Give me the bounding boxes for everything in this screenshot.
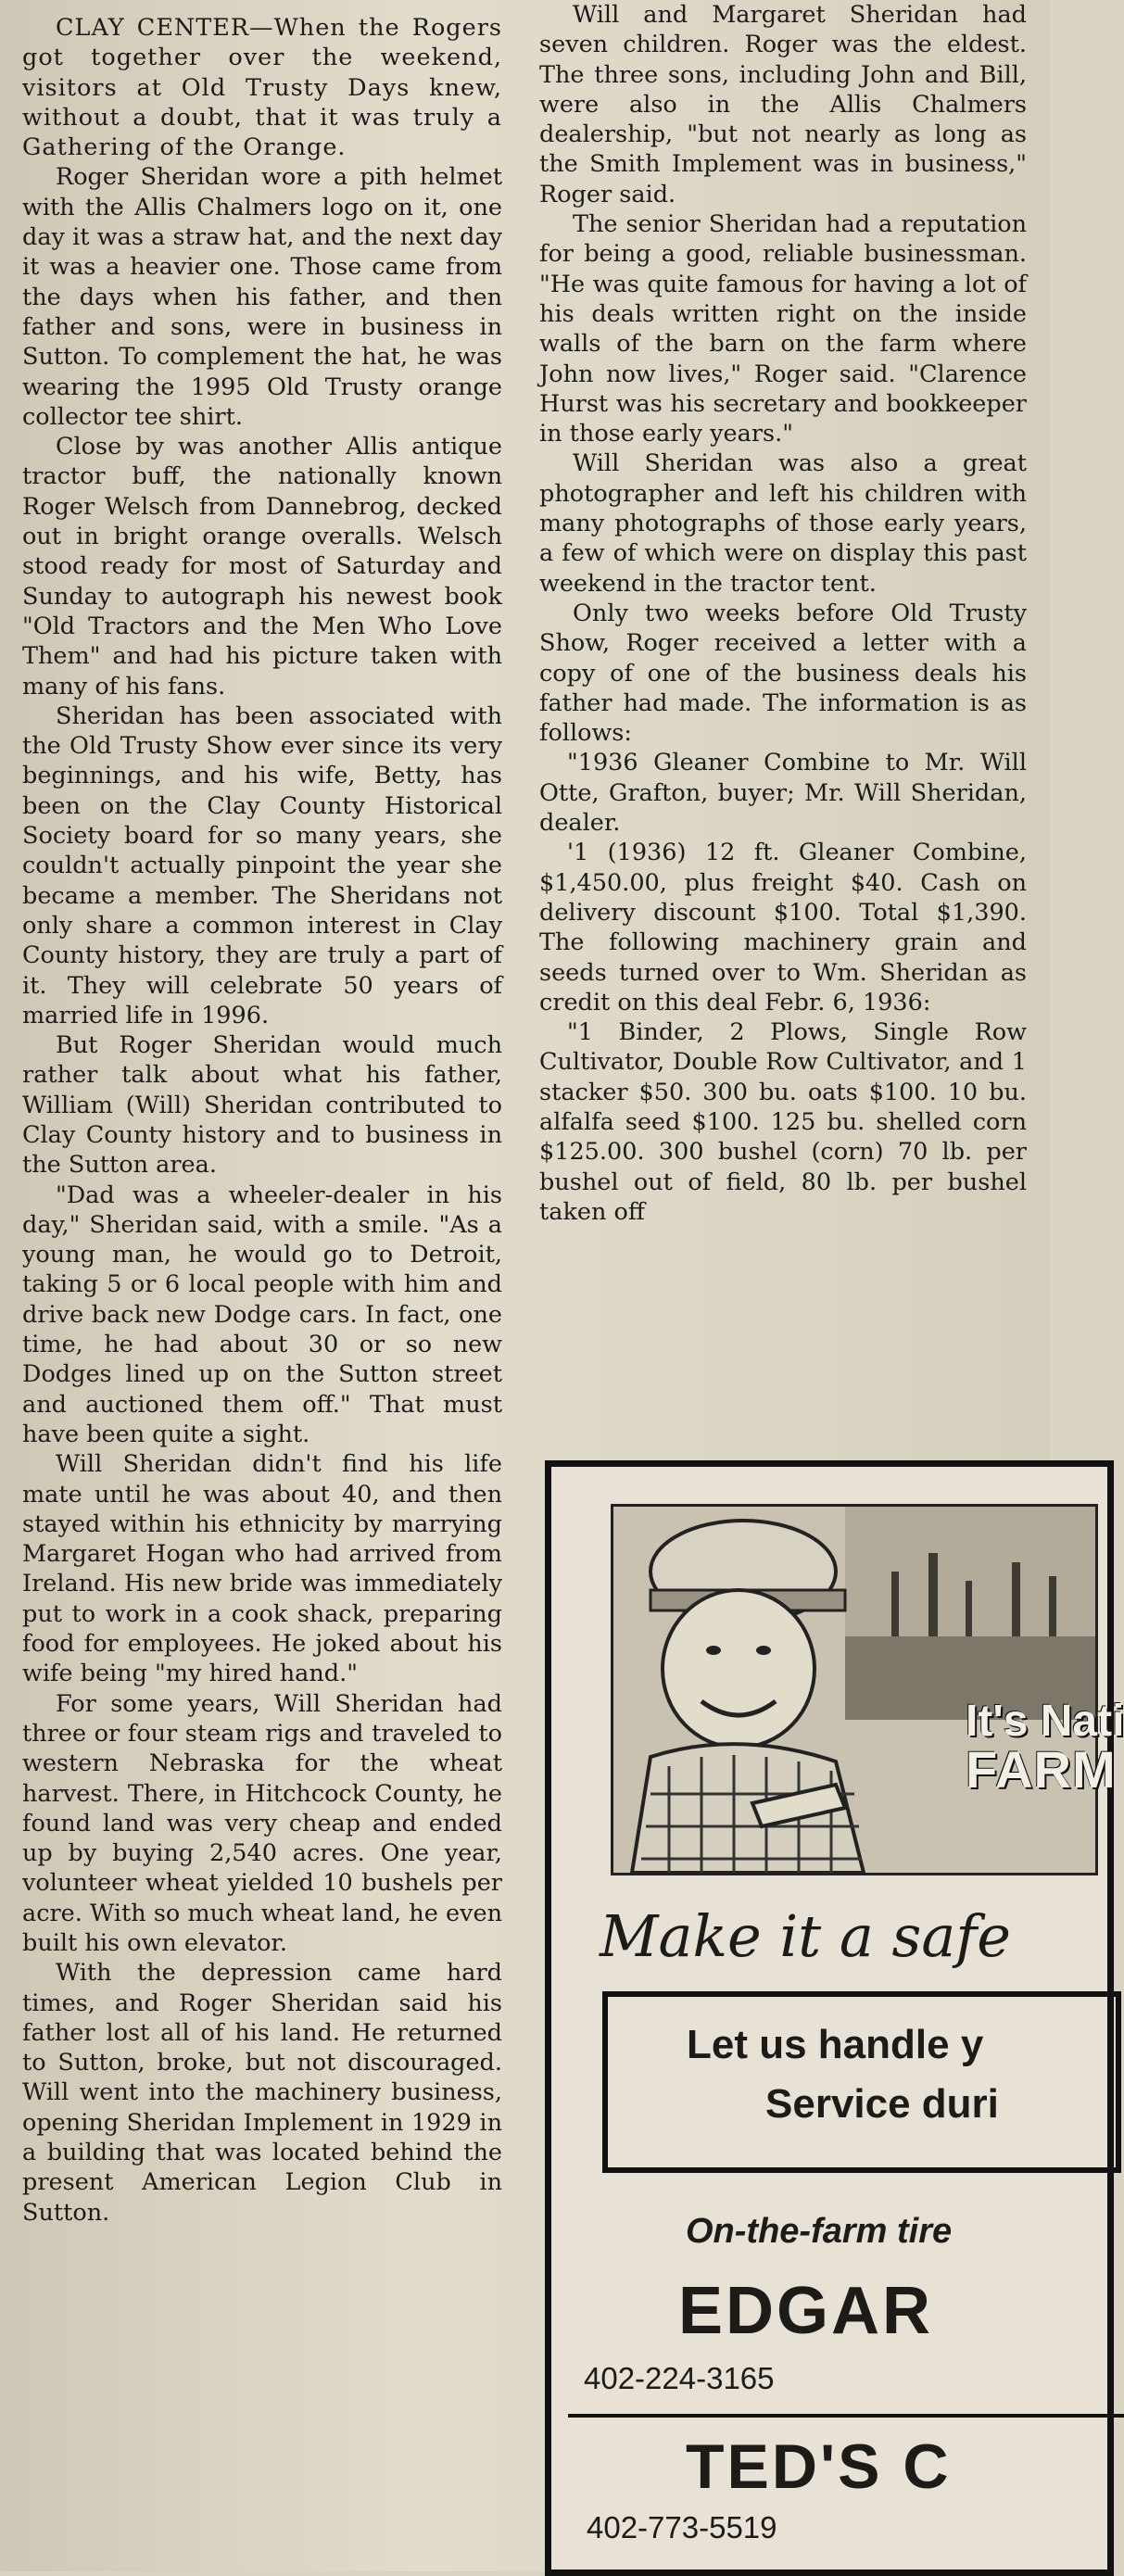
- article-paragraph: For some years, Will Sheridan had three or four steam rigs and traveled to western Nebraska for the wheat harvest. There, in Hitchcock County, he found land was very cheap and ended up by buying 2,540 acres. One year, volunteer wheat yielded 10 bushels per acre. With so much wheat land, he even built his own elevator.: [22, 1689, 502, 1957]
- ad-slogan-overlay: [966, 1697, 1124, 1799]
- article-column-1: [22, 13, 502, 2228]
- article-paragraph: But Roger Sheridan would much rather talk about what his father, William (Will) Sheridan contributed to Clay County history and to business in the Sutton area.: [22, 1031, 502, 1180]
- article-paragraph: Will Sheridan didn't find his life mate until he was about 40, and then stayed within his ethnicity by marrying Margaret Hogan who had arrived from Ireland. His new bride was immediately put to work in a cook shack, preparing food for employees. He joked about his wife being "my hired hand.": [22, 1450, 502, 1688]
- article-column-2: [539, 0, 1027, 1227]
- ad-slogan-line-1: It's Nati: [966, 1697, 1124, 1746]
- ad-phone-1: 402-224-3165: [584, 2361, 775, 2395]
- ad-slogan-line-2: FARM: [966, 1740, 1117, 1799]
- article-paragraph: "Dad was a wheeler-dealer in his day," Sheridan said, with a smile. "As a young man, he would go to Detroit, taking 5 or 6 local people with him and drive back new Dodge cars. In fact, one time, he had about 30 or so new Dodges lined up on the Sutton street and auctioned them off." That must have been quite a sight.: [22, 1181, 502, 1448]
- article-paragraph: The senior Sheridan had a reputation for being a good, reliable businessman. "He was quite famous for having a lot of his deals written right on the inside walls of the barn on the farm where John now lives," Roger said. "Clarence Hurst was his secretary and bookkeeper in those early years.": [539, 210, 1027, 448]
- article-paragraph: CLAY CENTER—When the Rogers got together over the weekend, visitors at Old Trusty Days knew, without a doubt, that it was truly a Gathering of the Orange.: [22, 14, 502, 162]
- article-paragraph: Close by was another Allis antique tractor buff, the nationally known Roger Welsch from Dannebrog, decked out in bright orange overalls. Welsch stood ready for most of Saturday and Sunday to autograph his newest book "Old Tractors and the Men Who Love Them" and had his picture taken with many of his fans.: [22, 433, 502, 701]
- article-paragraph: With the depression came hard times, and Roger Sheridan said his father lost all of his land. He returned to Sutton, broke, but not discouraged. Will went into the machinery business, opening Sheridan Implement in 1929 in a building that was located behind the present American Legion Club in Sutton.: [22, 1959, 502, 2227]
- article-quote: '1 (1936) 12 ft. Gleaner Combine, $1,450.00, plus freight $40. Cash on delivery discount $100. Total $1,390. The following machinery grain and seeds turned over to Wm. Sheridan as credit on this deal Febr. 6, 1936:: [539, 839, 1027, 1017]
- advertisement: [545, 1460, 1124, 2576]
- ad-divider: [568, 2414, 1124, 2418]
- ad-business-name-1: EDGAR: [678, 2274, 934, 2348]
- article-paragraph: Only two weeks before Old Trusty Show, Roger received a letter with a copy of one of the business deals his father had made. The information is as follows:: [539, 599, 1027, 748]
- article-paragraph: Sheridan has been associated with the Old Trusty Show ever since its very beginnings, and his wife, Betty, has been on the Clay County Historical Society board for so many years, she couldn't actually pinpoint the year she became a member. The Sheridans not only share a common interest in Clay County history, they are truly a part of it. They will celebrate 50 years of married life in 1996.: [22, 701, 502, 1029]
- ad-headline: Make it a safe: [600, 1902, 1011, 1970]
- article-quote: "1 Binder, 2 Plows, Single Row Cultivator, Double Row Cultivator, and 1 stacker $50. 300 bu. oats $100. 10 bu. alfalfa seed $100. 125 bu. shelled corn $125.00. 300 bushel (corn) 70 lb. per bushel out of field, 80 lb. per bushel taken off: [539, 1018, 1027, 1226]
- article-paragraph: Will and Margaret Sheridan had seven children. Roger was the eldest. The three sons, including John and Bill, were also in the Allis Chalmers dealership, "but not nearly as long as the Smith Implement was in business," Roger said.: [539, 1, 1027, 208]
- ad-illustration: [611, 1504, 1124, 1875]
- ad-service-line-1: Let us handle y: [687, 2022, 984, 2067]
- article-paragraph: Roger Sheridan wore a pith helmet with the Allis Chalmers logo on it, one day it was a straw hat, and the next day it was a heavier one. Those came from the days when his father, and then father and sons, were in business in Sutton. To complement the hat, he was wearing the 1995 Old Trusty orange collector tee shirt.: [22, 163, 502, 431]
- article-paragraph: Will Sheridan was also a great photographer and left his children with many photographs of those early years, a few of which were on display this past weekend in the tractor tent.: [539, 449, 1027, 598]
- ad-business-name-2: TED'S C: [686, 2431, 952, 2502]
- ad-onfarm-tagline: On-the-farm tire: [686, 2212, 953, 2251]
- ad-service-box: [602, 1991, 1121, 2173]
- ad-service-line-2: Service duri: [765, 2081, 999, 2127]
- article-quote: "1936 Gleaner Combine to Mr. Will Otte, Grafton, buyer; Mr. Will Sheridan, dealer.: [539, 749, 1027, 838]
- ad-phone-2: 402-773-5519: [587, 2510, 777, 2544]
- farmer-illustration-icon: [613, 1507, 1095, 1873]
